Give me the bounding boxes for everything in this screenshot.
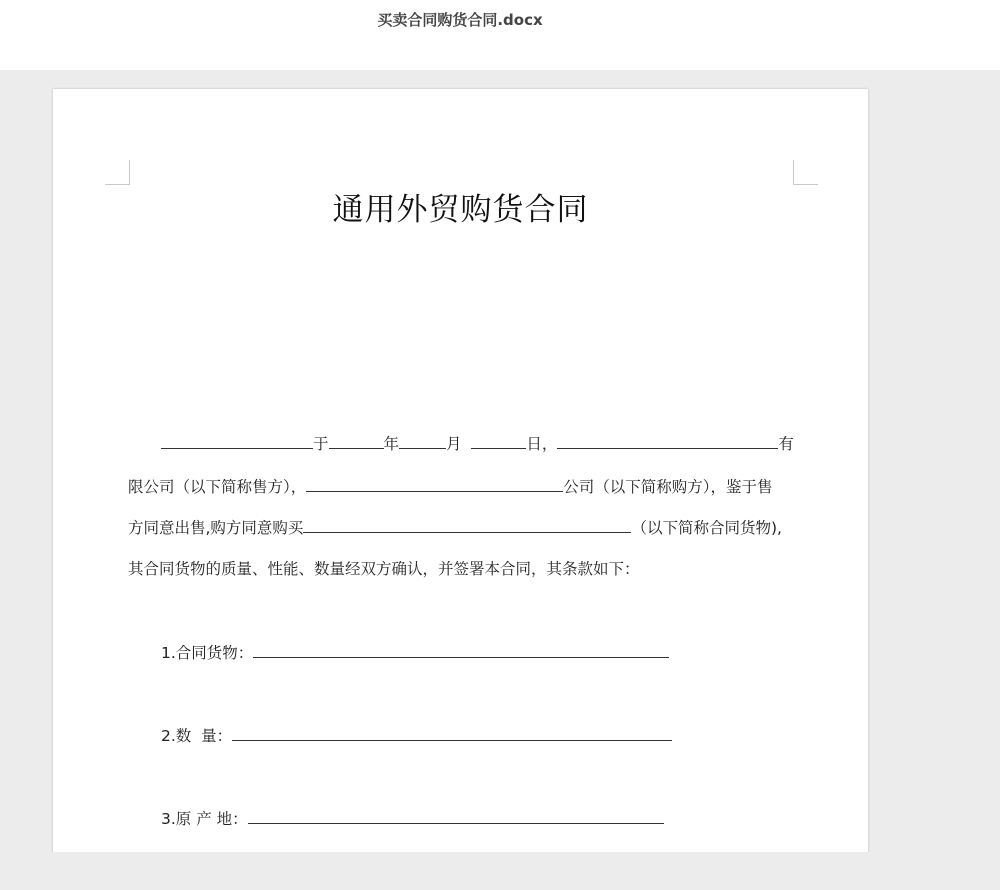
- paragraph-line-2: [128, 475, 773, 498]
- item-origin-label: 3.原 产 地：: [161, 810, 248, 828]
- margin-corner-top-left: [105, 160, 130, 185]
- paragraph-line-1: [161, 432, 794, 455]
- item-origin: [161, 807, 664, 830]
- text-you: 有: [778, 435, 794, 453]
- document-filename: 买卖合同购货合同.docx: [377, 11, 543, 29]
- blank-item-goods[interactable]: [253, 641, 669, 658]
- paragraph-line-4: 其合同货物的质量、性能、数量经双方确认，并签署本合同，其条款如下：: [128, 560, 640, 578]
- text-goods-abbr: （以下简称合同货物),: [631, 519, 782, 537]
- text-nian: 年: [383, 435, 400, 453]
- blank-buyer-company[interactable]: [306, 475, 563, 492]
- blank-seller-name[interactable]: [161, 432, 313, 449]
- document-page[interactable]: [53, 89, 868, 859]
- paragraph-line-3: [128, 516, 782, 539]
- text-yu: 于: [313, 435, 329, 453]
- blank-goods[interactable]: [303, 516, 631, 533]
- blank-item-origin[interactable]: [248, 807, 664, 824]
- text-ri: 日，: [526, 435, 558, 453]
- text-buyer-abbr: 公司（以下简称购方），鉴于售: [563, 478, 773, 496]
- blank-month[interactable]: [399, 432, 446, 449]
- item-quantity: [161, 724, 672, 747]
- blank-item-quantity[interactable]: [232, 724, 672, 741]
- text-yue: 月: [446, 435, 462, 453]
- item-quantity-label: 2.数 量：: [161, 727, 233, 745]
- text-seller-abbr: 限公司（以下简称售方），: [128, 478, 307, 496]
- item-goods-label: 1.合同货物：: [161, 644, 254, 662]
- margin-corner-top-right: [793, 160, 818, 185]
- text-agree-sell: 方同意出售,购方同意购买: [128, 519, 304, 537]
- blank-day[interactable]: [471, 432, 526, 449]
- title-bar: [0, 0, 1000, 70]
- document-title: 通用外贸购货合同: [332, 192, 589, 228]
- status-strip: [0, 852, 1000, 890]
- blank-seller-company[interactable]: [557, 432, 778, 449]
- blank-year[interactable]: [329, 432, 384, 449]
- item-goods: [161, 641, 669, 664]
